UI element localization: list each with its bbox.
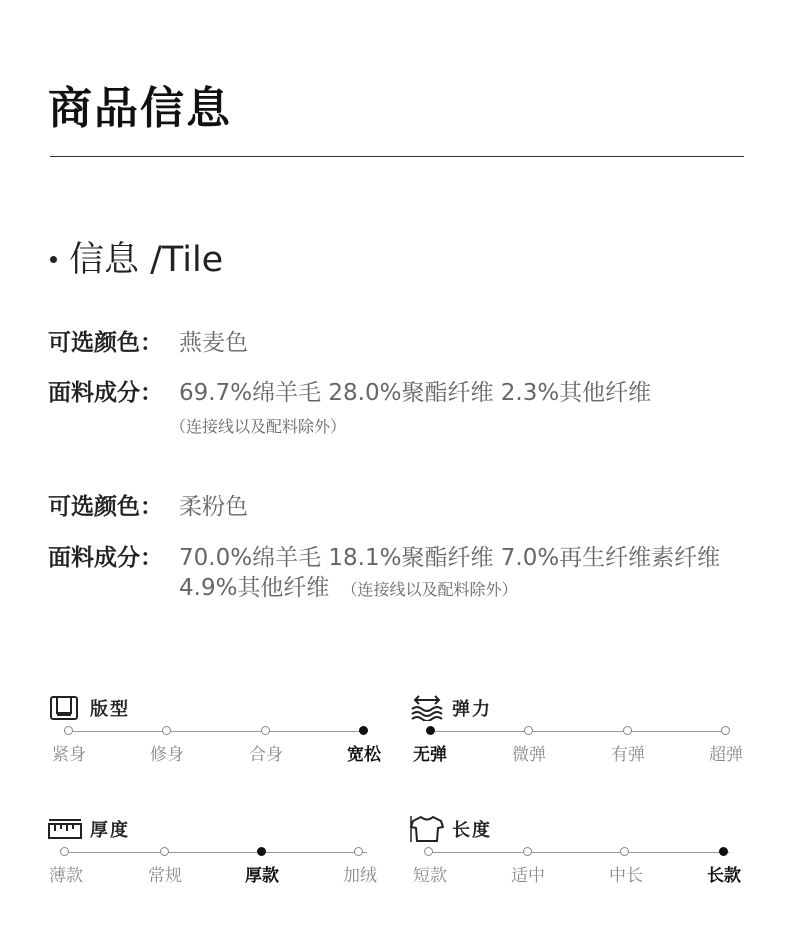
fabric-label: 面料成分： — [48, 545, 163, 571]
fabric-value — [179, 543, 720, 605]
color-row-2 — [48, 492, 248, 522]
thickness-option-node — [354, 847, 363, 856]
length-option-label: 短款 — [413, 866, 447, 886]
page-title: 商品信息 — [48, 83, 232, 134]
length-option-label: 中长 — [609, 866, 643, 886]
thickness-option-label: 加绒 — [343, 866, 377, 886]
fit-scale — [48, 694, 383, 774]
length-header — [410, 815, 492, 843]
bullet-icon — [50, 256, 57, 263]
length-option-label-selected: 长款 — [707, 866, 741, 886]
fit-option-label-selected: 宽松 — [347, 745, 381, 765]
fit-option-node — [64, 726, 73, 735]
title-divider — [50, 156, 744, 157]
color-label: 可选颜色： — [48, 494, 163, 520]
fit-title: 版型 — [90, 699, 130, 720]
elasticity-track — [426, 731, 729, 732]
thickness-option-node — [60, 847, 69, 856]
elasticity-option-label: 微弹 — [512, 745, 546, 765]
section-title: 信息 /Tile — [69, 240, 224, 280]
thickness-option-node-selected — [257, 847, 266, 856]
fit-option-node — [261, 726, 270, 735]
color-value: 燕麦色 — [179, 330, 248, 356]
ruler-icon — [48, 815, 82, 843]
elasticity-scale — [410, 694, 745, 774]
fit-header — [48, 694, 130, 722]
thickness-track — [64, 852, 367, 853]
fit-option-label: 修身 — [150, 745, 184, 765]
elasticity-option-node — [524, 726, 533, 735]
color-value: 柔粉色 — [179, 494, 248, 520]
length-track — [426, 852, 729, 853]
fabric-value-line-2: 4.9%其他纤维 — [179, 575, 330, 601]
elasticity-option-node — [721, 726, 730, 735]
length-title: 长度 — [452, 820, 492, 841]
fit-track — [64, 731, 367, 732]
section-heading — [48, 232, 223, 282]
color-label: 可选颜色： — [48, 330, 163, 356]
length-option-node-selected — [719, 847, 728, 856]
thickness-title: 厚度 — [90, 820, 130, 841]
elasticity-option-node-selected — [426, 726, 435, 735]
thickness-header — [48, 815, 130, 843]
length-option-label: 适中 — [511, 866, 545, 886]
thickness-option-label: 薄款 — [49, 866, 83, 886]
thickness-option-label: 常规 — [148, 866, 182, 886]
elasticity-title: 弹力 — [452, 699, 492, 720]
fabric-note: （连接线以及配料除外） — [341, 580, 518, 599]
elasticity-option-label: 超弹 — [709, 745, 743, 765]
length-option-node — [523, 847, 532, 856]
elasticity-option-node — [623, 726, 632, 735]
fit-icon — [48, 694, 82, 722]
fit-option-label: 紧身 — [52, 745, 86, 765]
length-scale — [410, 815, 745, 895]
fit-option-node-selected — [359, 726, 368, 735]
elasticity-option-label: 有弹 — [611, 745, 645, 765]
fit-option-node — [162, 726, 171, 735]
fabric-row-1 — [48, 378, 651, 408]
thickness-option-node — [160, 847, 169, 856]
tshirt-icon — [410, 815, 444, 843]
elasticity-header — [410, 694, 492, 722]
fabric-value-line-1: 70.0%绵羊毛 18.1%聚酯纤维 7.0%再生纤维素纤维 — [179, 545, 721, 571]
fabric-row-2 — [48, 543, 720, 605]
elasticity-option-label-selected: 无弹 — [413, 745, 447, 765]
thickness-scale — [48, 815, 383, 895]
fabric-note: （连接线以及配料除外） — [170, 417, 347, 436]
length-option-node — [424, 847, 433, 856]
length-option-node — [620, 847, 629, 856]
thickness-option-label-selected: 厚款 — [245, 866, 279, 886]
fabric-value: 69.7%绵羊毛 28.0%聚酯纤维 2.3%其他纤维 — [179, 380, 652, 406]
elasticity-icon — [410, 694, 444, 722]
color-row-1 — [48, 328, 248, 358]
fabric-label: 面料成分： — [48, 380, 163, 406]
fit-option-label: 合身 — [249, 745, 283, 765]
